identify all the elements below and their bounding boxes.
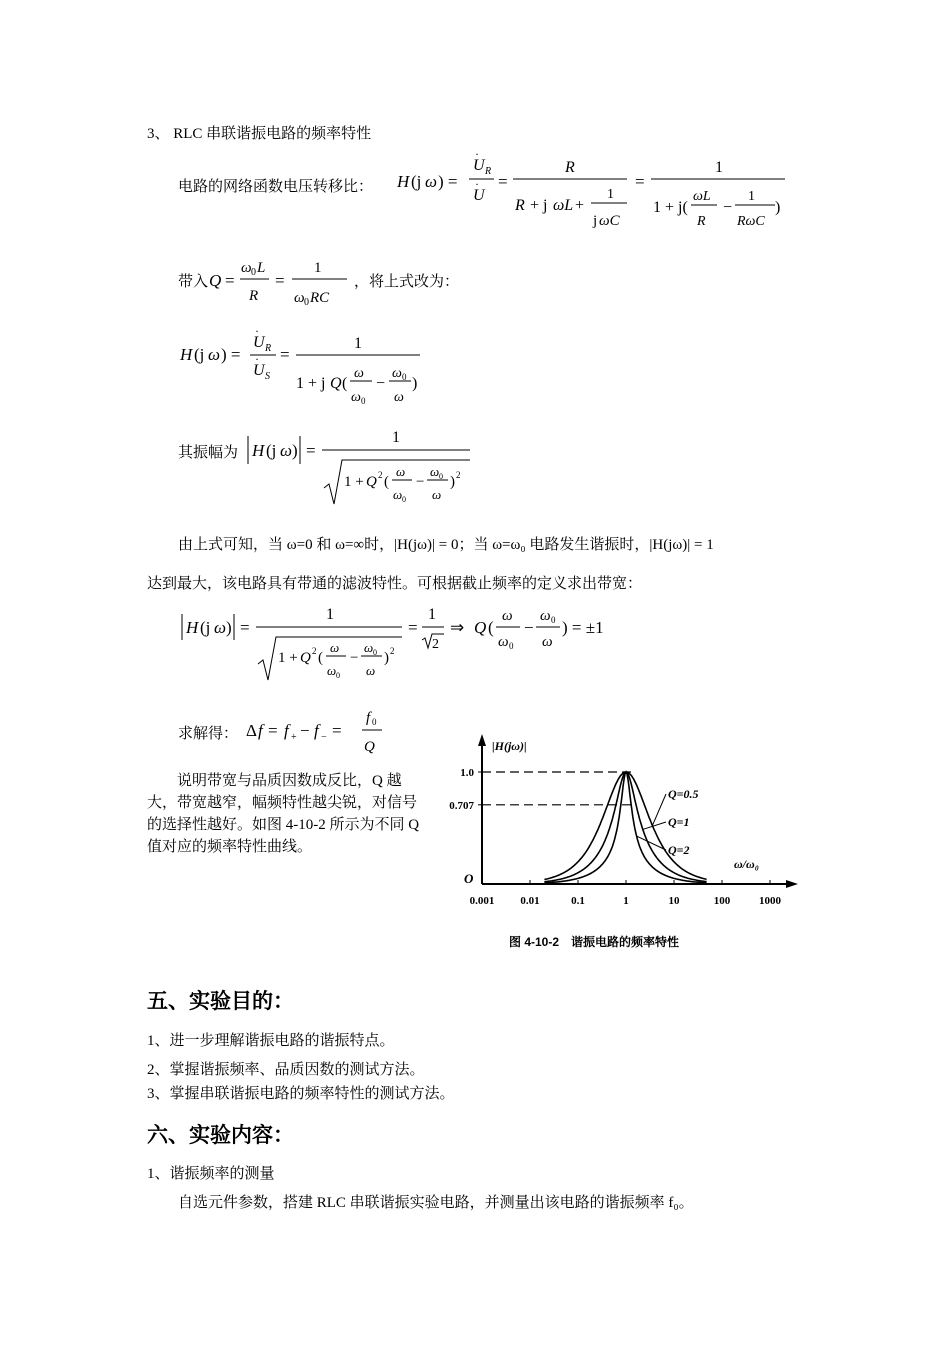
svg-text:0: 0 bbox=[373, 648, 377, 657]
svg-text:(j: (j bbox=[200, 618, 211, 637]
svg-text:(: ( bbox=[318, 650, 323, 666]
x-tick-label: 0.001 bbox=[469, 895, 495, 907]
formula-h-with-q bbox=[178, 330, 438, 410]
svg-text:ω: ω bbox=[330, 640, 340, 655]
curve-label: Q=2 bbox=[668, 843, 690, 857]
svg-text:H: H bbox=[397, 172, 410, 191]
x-tick-label: 1000 bbox=[759, 895, 781, 907]
svg-text:ω: ω bbox=[241, 260, 252, 276]
svg-text:0: 0 bbox=[336, 671, 340, 680]
svg-text:ω: ω bbox=[540, 608, 551, 624]
formula-cutoff bbox=[178, 598, 618, 684]
svg-text:ω: ω bbox=[364, 640, 374, 655]
svg-text:R: R bbox=[515, 197, 525, 214]
svg-text:·: · bbox=[255, 352, 259, 366]
svg-text:RωC: RωC bbox=[737, 214, 765, 229]
svg-text:0: 0 bbox=[251, 267, 256, 278]
svg-text:f: f bbox=[314, 721, 319, 740]
svg-text:R: R bbox=[249, 288, 259, 304]
svg-text:Q: Q bbox=[330, 375, 342, 392]
svg-text:ω: ω bbox=[394, 390, 404, 405]
svg-text:=: = bbox=[268, 721, 278, 740]
svg-text:ω: ω bbox=[430, 464, 440, 479]
svg-text:+: + bbox=[291, 732, 297, 743]
svg-text:−: − bbox=[723, 199, 733, 216]
svg-text:(: ( bbox=[488, 618, 494, 637]
svg-text:ω: ω bbox=[208, 345, 221, 364]
svg-text:U: U bbox=[473, 187, 485, 204]
svg-text:0: 0 bbox=[402, 372, 407, 382]
svg-text:ω: ω bbox=[351, 390, 361, 405]
svg-text:ω: ω bbox=[502, 608, 513, 624]
svg-text:ω: ω bbox=[327, 663, 337, 678]
svg-text:=: = bbox=[240, 618, 250, 637]
substitute-suffix: ，将上式改为： bbox=[354, 274, 460, 290]
svg-text:=: = bbox=[332, 721, 342, 740]
svg-text:(j: (j bbox=[266, 441, 277, 460]
svg-text:−: − bbox=[300, 721, 310, 740]
svg-text:2: 2 bbox=[432, 637, 439, 652]
svg-text:ω: ω bbox=[392, 366, 402, 381]
x-axis-arrow bbox=[786, 880, 798, 888]
y-tick-label: 0.707 bbox=[449, 799, 474, 812]
x-tick-label: 0.01 bbox=[520, 895, 540, 907]
svg-text:R: R bbox=[265, 343, 272, 354]
svg-text:·: · bbox=[475, 150, 479, 161]
svg-text:2: 2 bbox=[378, 470, 383, 480]
svg-text:Q: Q bbox=[300, 650, 311, 666]
svg-text:1 + j: 1 + j bbox=[296, 375, 326, 392]
svg-text:−: − bbox=[350, 650, 359, 666]
x-tick-label: 100 bbox=[713, 895, 731, 907]
svg-text:): ) bbox=[292, 441, 298, 460]
svg-text:1: 1 bbox=[326, 606, 334, 623]
svg-text:2: 2 bbox=[390, 646, 395, 656]
svg-text:ω: ω bbox=[393, 487, 403, 502]
svg-text:) =: ) = bbox=[221, 345, 241, 364]
svg-text:ω: ω bbox=[294, 290, 305, 306]
svg-text:=: = bbox=[280, 345, 290, 364]
svg-text:0: 0 bbox=[304, 297, 309, 308]
curve-label: Q=1 bbox=[668, 815, 690, 829]
x-tick-label: 10 bbox=[668, 895, 680, 907]
svg-text:(: ( bbox=[342, 375, 348, 392]
x-tick-label: 0.1 bbox=[571, 895, 585, 907]
formula-q-definition bbox=[207, 252, 357, 310]
svg-text:ω: ω bbox=[366, 663, 376, 678]
x-axis-label: ω/ω₀ bbox=[734, 857, 759, 871]
svg-text:1 + j(: 1 + j( bbox=[653, 199, 688, 216]
svg-text:1: 1 bbox=[428, 606, 436, 623]
svg-text:+: + bbox=[575, 197, 585, 214]
svg-text:Q: Q bbox=[364, 739, 375, 755]
svg-text:Q: Q bbox=[209, 271, 222, 290]
svg-text:1: 1 bbox=[715, 159, 723, 176]
formula-amplitude bbox=[244, 422, 474, 510]
svg-text:(: ( bbox=[384, 474, 389, 490]
svg-text:=: = bbox=[306, 441, 316, 460]
svg-text:=: = bbox=[225, 271, 235, 290]
section-6-title: 六、实验内容： bbox=[147, 1123, 294, 1147]
svg-text:H: H bbox=[252, 441, 265, 460]
formula-transfer-function bbox=[395, 150, 795, 238]
svg-text:H: H bbox=[186, 618, 199, 637]
frequency-response-chart bbox=[430, 730, 810, 920]
svg-text:=: = bbox=[408, 618, 418, 637]
y-axis-arrow bbox=[478, 734, 486, 746]
svg-text:1: 1 bbox=[607, 187, 614, 202]
svg-text:): ) bbox=[226, 618, 232, 637]
analysis-line-1: 由上式可知，当 ω=0 和 ω=∞时，|H(jω)| = 0；当 ω=ω₀ 电路发生谐振时，|H(jω)| = 1 bbox=[178, 537, 714, 553]
svg-text:=: = bbox=[635, 172, 645, 191]
svg-text:−: − bbox=[321, 732, 327, 743]
svg-text:ω: ω bbox=[432, 487, 442, 502]
svg-text:): ) bbox=[450, 474, 455, 490]
svg-text:): ) bbox=[412, 375, 418, 392]
svg-text:1: 1 bbox=[314, 260, 322, 276]
svg-text:U: U bbox=[473, 157, 485, 174]
svg-text:ω: ω bbox=[498, 634, 509, 650]
svg-text:R: R bbox=[565, 159, 575, 176]
section-6-item-1: 1、谐振频率的测量 bbox=[147, 1166, 275, 1182]
svg-text:0: 0 bbox=[402, 495, 406, 504]
x-tick-label: 1 bbox=[623, 895, 629, 907]
svg-text:L: L bbox=[257, 260, 266, 276]
y-tick-label: 1.0 bbox=[460, 767, 474, 779]
svg-text:0: 0 bbox=[509, 641, 514, 651]
svg-text:U: U bbox=[253, 362, 265, 379]
svg-text:R: R bbox=[485, 166, 492, 177]
section-heading: 3、 RLC 串联谐振电路的频率特性 bbox=[147, 126, 372, 142]
section-5-item-3: 3、掌握串联谐振电路的频率特性的测试方法。 bbox=[147, 1086, 455, 1102]
svg-text:1: 1 bbox=[354, 335, 362, 352]
svg-text:0: 0 bbox=[551, 615, 556, 625]
section-5-title: 五、实验目的： bbox=[147, 989, 294, 1013]
svg-text:ωC: ωC bbox=[599, 213, 620, 229]
svg-text:RC: RC bbox=[310, 290, 330, 306]
svg-text:): ) bbox=[384, 650, 389, 666]
analysis-line-2: 达到最大，该电路具有带通的滤波特性。可根据截止频率的定义求出带宽： bbox=[147, 576, 643, 592]
svg-text:1: 1 bbox=[748, 189, 755, 204]
svg-text:0: 0 bbox=[361, 396, 366, 406]
explanation-paragraph: 说明带宽与品质因数成反比，Q 越大，带宽越窄，幅频特性越尖锐，对信号的选择性越好。如图 4-10-2 所示为不同 Q 值对应的频率特性曲线。 bbox=[147, 773, 420, 855]
svg-text:−: − bbox=[416, 474, 425, 490]
svg-text:ω: ω bbox=[280, 441, 293, 460]
svg-text:−: − bbox=[376, 375, 386, 392]
curve-label: Q=0.5 bbox=[668, 787, 699, 801]
svg-text:ω: ω bbox=[214, 618, 227, 637]
svg-text:S: S bbox=[265, 371, 270, 382]
svg-text:Q: Q bbox=[474, 618, 487, 637]
figure-caption: 图 4-10-2 谐振电路的频率特性 bbox=[509, 935, 680, 949]
svg-text:1 +: 1 + bbox=[344, 474, 364, 490]
svg-text:) = ±1: ) = ±1 bbox=[562, 618, 604, 637]
solve-label: 求解得： bbox=[178, 726, 239, 742]
svg-text:): ) bbox=[775, 199, 781, 216]
svg-text:·: · bbox=[255, 330, 259, 338]
svg-text:0: 0 bbox=[439, 472, 443, 481]
net-func-label: 电路的网络函数电压转移比： bbox=[178, 179, 374, 195]
svg-text:ω: ω bbox=[542, 634, 553, 650]
svg-text:2: 2 bbox=[456, 470, 461, 480]
svg-text:ω: ω bbox=[354, 366, 364, 381]
svg-text:⇒: ⇒ bbox=[450, 618, 465, 637]
svg-text:+ j: + j bbox=[530, 197, 548, 214]
svg-text:=: = bbox=[498, 172, 508, 191]
svg-text:j: j bbox=[593, 213, 598, 229]
section-5-item-1: 1、进一步理解谐振电路的谐振特点。 bbox=[147, 1033, 395, 1049]
svg-text:0: 0 bbox=[372, 717, 377, 727]
curve-label-leader bbox=[652, 794, 666, 826]
svg-text:f: f bbox=[284, 721, 289, 740]
svg-text:ωL: ωL bbox=[553, 197, 574, 214]
svg-text:f: f bbox=[258, 721, 263, 740]
svg-text:=: = bbox=[275, 271, 285, 290]
svg-text:U: U bbox=[253, 334, 265, 351]
section-5-item-2: 2、掌握谐振频率、品质因数的测试方法。 bbox=[147, 1062, 425, 1078]
svg-text:Δ: Δ bbox=[246, 721, 257, 740]
formula-bandwidth bbox=[244, 704, 394, 760]
y-axis-label: |H(jω)| bbox=[492, 739, 527, 753]
svg-text:ω: ω bbox=[396, 464, 406, 479]
svg-text:H: H bbox=[180, 345, 193, 364]
svg-text:(j: (j bbox=[411, 172, 422, 191]
origin-label: O bbox=[464, 871, 474, 886]
substitute-label: 带入 bbox=[178, 274, 209, 290]
svg-text:2: 2 bbox=[312, 646, 317, 656]
svg-text:f: f bbox=[366, 710, 371, 726]
svg-text:ω: ω bbox=[425, 172, 438, 191]
svg-text:−: − bbox=[524, 618, 534, 637]
svg-text:Q: Q bbox=[366, 474, 377, 490]
section-6-item-1-desc: 自选元件参数，搭建 RLC 串联谐振实验电路，并测量出该电路的谐振频率 f₀。 bbox=[178, 1195, 694, 1211]
svg-text:1: 1 bbox=[392, 429, 400, 446]
svg-text:ωL: ωL bbox=[693, 189, 711, 204]
amplitude-label: 其振幅为 bbox=[178, 445, 239, 461]
svg-text:R: R bbox=[697, 214, 706, 229]
svg-text:(j: (j bbox=[194, 345, 205, 364]
svg-text:) =: ) = bbox=[438, 172, 458, 191]
svg-text:·: · bbox=[475, 177, 479, 191]
svg-text:1 +: 1 + bbox=[278, 650, 298, 666]
